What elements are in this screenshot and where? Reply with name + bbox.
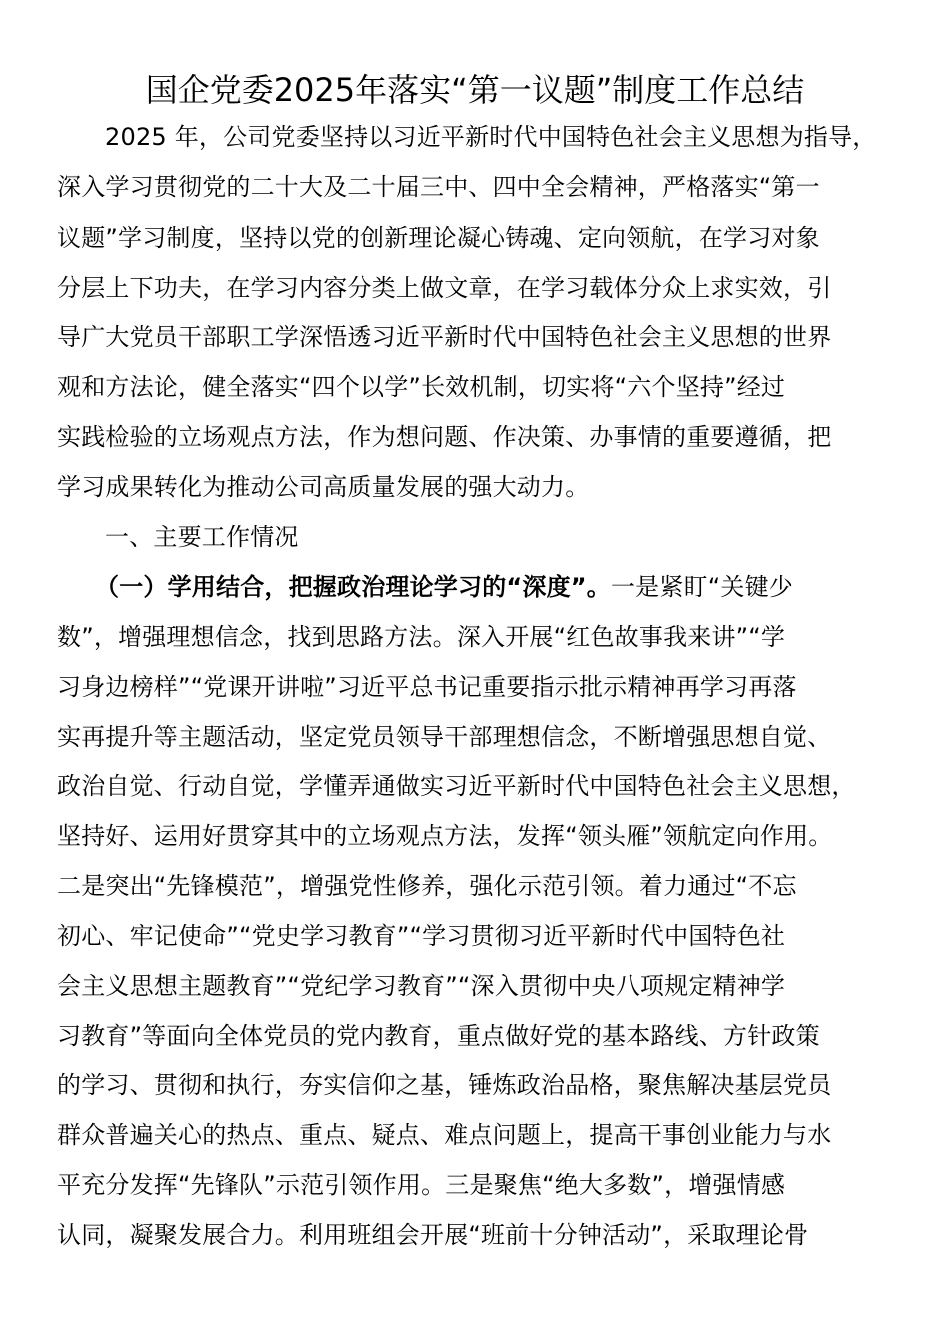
paragraph-line: 群众普遍关心的热点、重点、疑点、难点问题上，提高干事创业能力与水	[57, 1121, 832, 1149]
paragraph-line: 坚持好、运用好贯穿其中的立场观点方法，发挥“领头雁”领航定向作用。	[57, 822, 833, 850]
subsection-heading: （一）学用结合，把握政治理论学习的“深度”。	[95, 573, 611, 601]
section-heading: 一、主要工作情况	[105, 523, 299, 551]
paragraph-line: 会主义思想主题教育”“党纪学习教育”“深入贯彻中央八项规定精神学	[57, 972, 786, 1000]
paragraph-line: 学习成果转化为推动公司高质量发展的强大动力。	[57, 473, 590, 501]
paragraph-line: 的学习、贯彻和执行，夯实信仰之基，锤炼政治品格，聚焦解决基层党员	[57, 1071, 832, 1099]
paragraph-line: 分层上下功夫，在学习内容分类上做文章，在学习载体分众上求实效，引	[57, 274, 832, 302]
paragraph-line: 二是突出“先锋模范”，增强党性修养，强化示范引领。着力通过“不忘	[57, 872, 797, 900]
paragraph-line: 平充分发挥“先锋队”示范引领作用。三是聚焦“绝大多数”，增强情感	[57, 1171, 786, 1199]
paragraph-line: 观和方法论，健全落实“四个以学”长效机制，切实将“六个坚持”经过	[57, 373, 786, 401]
paragraph-line: 实再提升等主题活动，坚定党员领导干部理想信念，不断增强思想自觉、	[57, 723, 832, 751]
paragraph-line: 政治自觉、行动自觉，学懂弄通做实习近平新时代中国特色社会主义思想，	[57, 772, 856, 800]
paragraph-line	[95, 570, 793, 604]
paragraph-line: 导广大党员干部职工学深悟透习近平新时代中国特色社会主义思想的世界	[57, 323, 832, 351]
paragraph-line: 习身边榜样”“党课开讲啦”习近平总书记重要指示批示精神再学习再落	[57, 673, 797, 701]
paragraph-line: 认同，凝聚发展合力。利用班组会开展“班前十分钟活动”，采取理论骨	[57, 1221, 809, 1249]
paragraph-line: 深入学习贯彻党的二十大及二十届三中、四中全会精神，严格落实“第一	[57, 173, 820, 201]
paragraph-line: 数”，增强理想信念，找到思路方法。深入开展“红色故事我来讲”“学	[57, 623, 786, 651]
paragraph-text: 一是紧盯“关键少	[610, 573, 793, 601]
paragraph-line: 初心、牢记使命”“党史学习教育”“学习贯彻习近平新时代中国特色社	[57, 922, 786, 950]
paragraph-line: 习教育”等面向全体党员的党内教育，重点做好党的基本路线、方针政策	[57, 1022, 820, 1050]
paragraph-line: 议题”学习制度，坚持以党的创新理论凝心铸魂、定向领航，在学习对象	[57, 224, 820, 252]
document-title: 国企党委2025年落实“第一议题”制度工作总结	[145, 71, 805, 109]
paragraph-line: 2025 年，公司党委坚持以习近平新时代中国特色社会主义思想为指导，	[105, 123, 877, 151]
paragraph-line: 实践检验的立场观点方法，作为想问题、作决策、办事情的重要遵循，把	[57, 423, 832, 451]
